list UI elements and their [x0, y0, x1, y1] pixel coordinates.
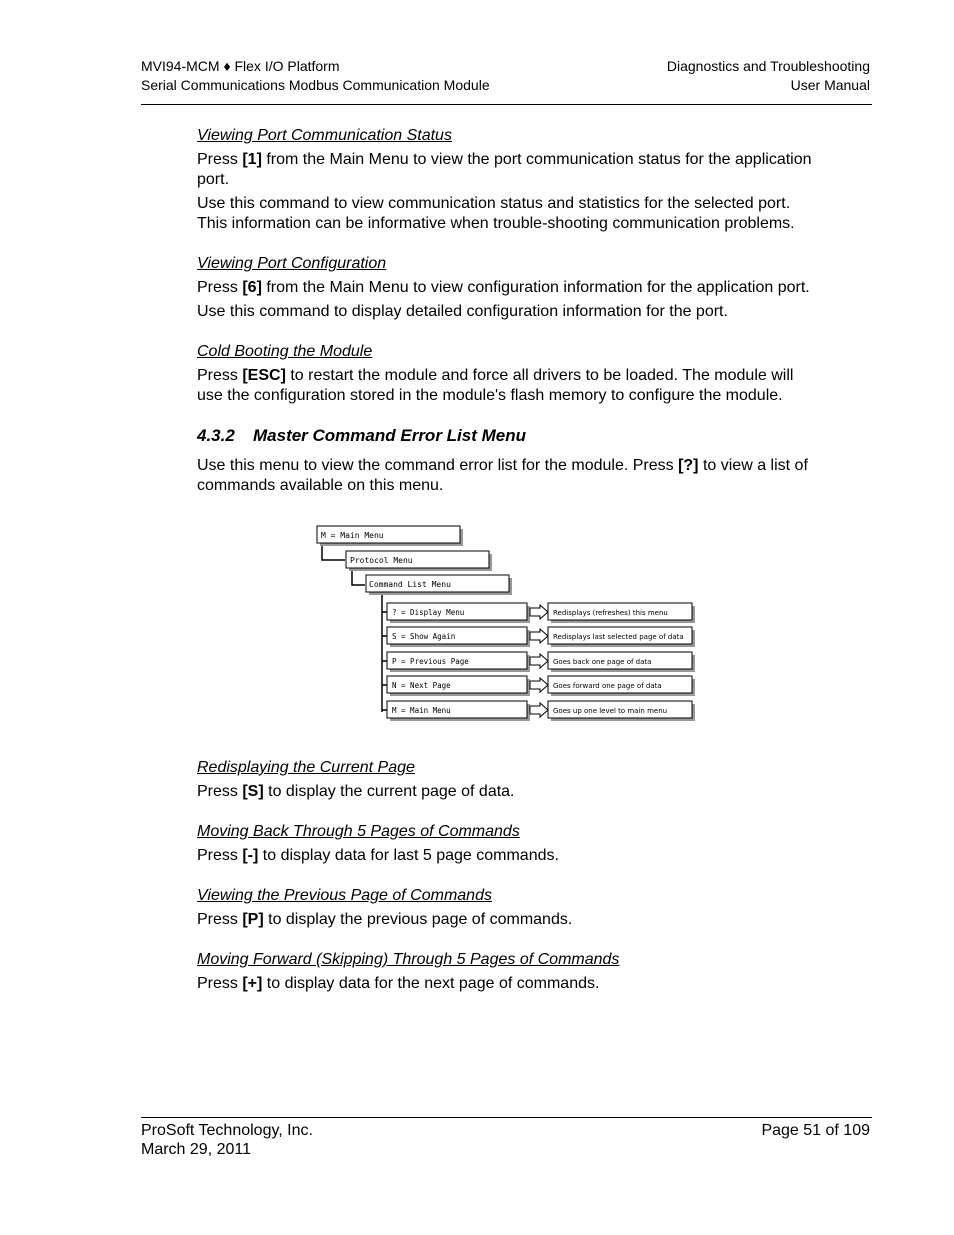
- arrow-right-icon: [530, 654, 548, 668]
- section-title: Viewing Port Communication Status: [197, 127, 452, 144]
- page-footer-right: [761, 1121, 870, 1140]
- footer-date: March 29, 2011: [141, 1141, 251, 1158]
- page-header-right: [667, 57, 870, 95]
- key-label: [6]: [242, 279, 262, 296]
- menu-item-description: Goes back one page of data: [553, 658, 652, 666]
- section-previous-page: [197, 886, 817, 930]
- arrow-right-icon: [530, 605, 548, 619]
- header-chapter-title: Diagnostics and Troubleshooting: [666, 58, 870, 74]
- section-title: Moving Back Through 5 Pages of Commands: [197, 823, 520, 840]
- menu-item-command: S = Show Again: [392, 632, 456, 641]
- footer-company: ProSoft Technology, Inc.: [141, 1122, 313, 1139]
- section-port-status: [197, 126, 817, 234]
- arrow-right-icon: [530, 703, 548, 717]
- command-list-menu-box: [366, 575, 512, 595]
- paragraph: Press [1] from the Main Menu to view the port communication status for the application port.: [197, 151, 812, 188]
- protocol-menu-box: [346, 551, 492, 571]
- paragraph: Press [P] to display the previous page of commands.: [197, 911, 573, 928]
- heading-title: Master Command Error List Menu: [253, 426, 526, 445]
- header-manual-title: User Manual: [790, 77, 870, 93]
- key-label: [1]: [242, 151, 262, 168]
- paragraph: Press [ESC] to restart the module and force all drivers to be loaded. The module will use the configuration stored in the module's flash memory to configure the module.: [197, 367, 794, 404]
- page-footer-left: [141, 1121, 313, 1159]
- menu-item-row: [387, 627, 695, 647]
- menu-item-description: Redisplays (refreshes) this menu: [553, 609, 668, 617]
- menu-item-row: [387, 603, 695, 623]
- header-product-subtitle: Serial Communications Modbus Communication Module: [141, 77, 490, 93]
- section-title: Viewing Port Configuration: [197, 255, 387, 272]
- arrow-right-icon: [530, 678, 548, 692]
- paragraph: Press [6] from the Main Menu to view configuration information for the application port.: [197, 279, 810, 296]
- key-label: [?]: [678, 457, 699, 474]
- section-title: Viewing the Previous Page of Commands: [197, 887, 492, 904]
- menu-item-description: Goes forward one page of data: [553, 682, 662, 690]
- key-label: [-]: [242, 847, 259, 864]
- section-cold-boot: [197, 342, 817, 406]
- footer-divider: [141, 1117, 872, 1118]
- main-menu-label: M = Main Menu: [321, 531, 384, 540]
- paragraph: Use this command to display detailed configuration information for the port.: [197, 303, 728, 320]
- paragraph: Press [-] to display data for last 5 page commands.: [197, 847, 559, 864]
- menu-item-row: [387, 676, 695, 696]
- menu-item-command: P = Previous Page: [392, 657, 469, 666]
- paragraph: Use this command to view communication status and statistics for the selected port. This information can be informative when trouble-shooting communication problems.: [197, 195, 795, 232]
- section-move-back-5: [197, 822, 817, 866]
- arrow-right-icon: [530, 629, 548, 643]
- key-label: [P]: [242, 911, 264, 928]
- protocol-menu-label: Protocol Menu: [350, 556, 413, 565]
- header-product-title: MVI94-MCM ♦ Flex I/O Platform: [141, 58, 340, 74]
- section-redisplay-page: [197, 758, 817, 802]
- menu-item-command: M = Main Menu: [392, 706, 451, 715]
- key-label: [S]: [242, 783, 264, 800]
- subsection-heading: [197, 426, 817, 446]
- paragraph: Use this menu to view the command error list for the module. Press [?] to view a list of commands available on this menu.: [197, 457, 808, 494]
- menu-item-description: Goes up one level to main menu: [553, 707, 668, 715]
- section-title: Cold Booting the Module: [197, 343, 373, 360]
- section-title: Redisplaying the Current Page: [197, 759, 415, 776]
- paragraph: Press [S] to display the current page of data.: [197, 783, 515, 800]
- menu-item-command: ? = Display Menu: [392, 608, 465, 617]
- section-title: Moving Forward (Skipping) Through 5 Pages of Commands: [197, 951, 620, 968]
- page-header-left: [141, 57, 490, 95]
- footer-page-number: Page 51 of 109: [761, 1122, 870, 1139]
- section-move-forward-5: [197, 950, 817, 994]
- header-divider: [141, 104, 872, 105]
- main-menu-box: [317, 526, 463, 546]
- paragraph: Press [+] to display data for the next page of commands.: [197, 975, 600, 992]
- menu-item-row: [387, 652, 695, 672]
- menu-tree-diagram: [197, 512, 817, 722]
- key-label: [ESC]: [242, 367, 286, 384]
- command-list-menu-label: Command List Menu: [369, 580, 451, 589]
- menu-item-description: Redisplays last selected page of data: [553, 633, 684, 641]
- menu-tree-svg: [197, 512, 817, 722]
- menu-item-command: N = Next Page: [392, 681, 451, 690]
- page-body: [197, 126, 817, 998]
- section-port-configuration: [197, 254, 817, 322]
- heading-number: 4.3.2: [197, 426, 235, 445]
- key-label: [+]: [242, 975, 263, 992]
- menu-item-row: [387, 701, 695, 721]
